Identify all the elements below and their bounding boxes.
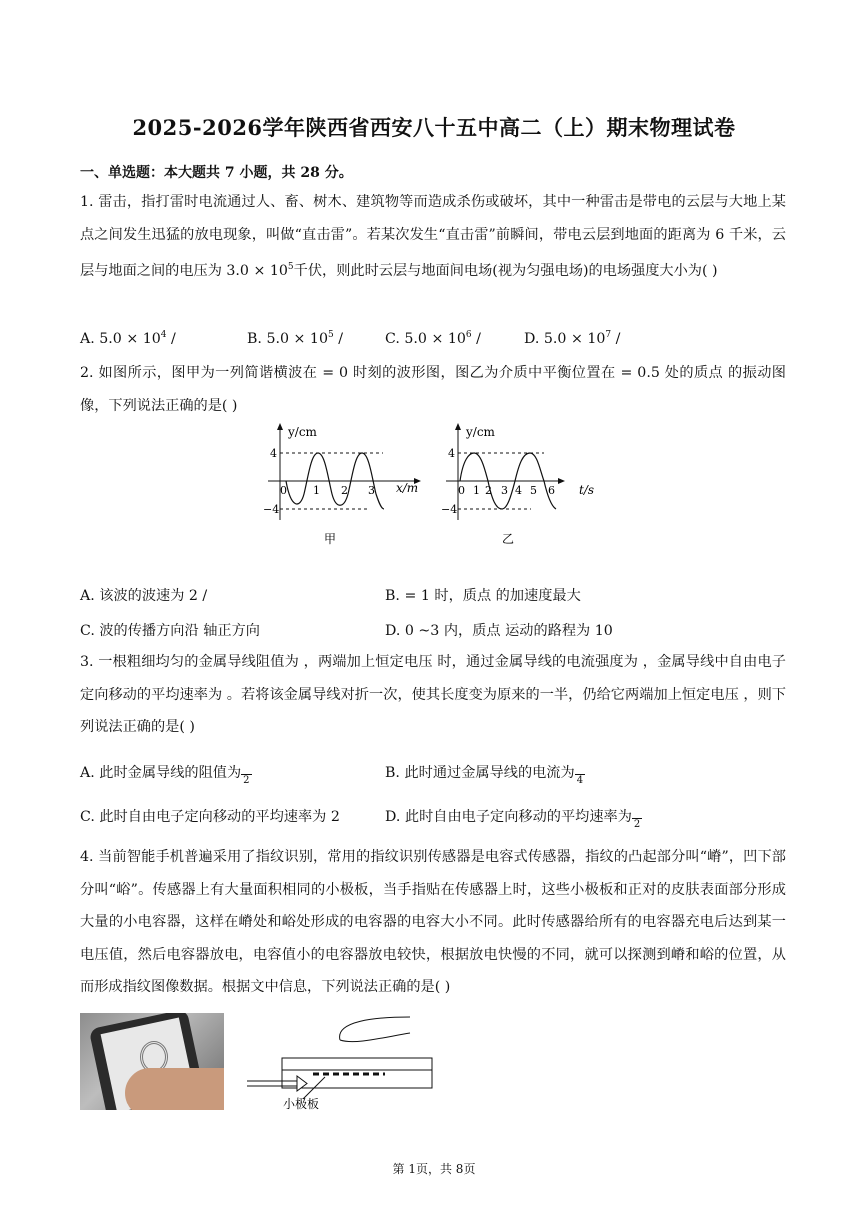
option-b[interactable]: B. 此时通过金属导线的电流为 4: [385, 765, 584, 786]
question-3: 3. 一根粗细均匀的金属导线阻值为 ，两端加上恒定电压 时，通过金属导线的电流强度为 ，金属导线中自由电子定向移动的平均速率为 。若将该金属导线对折一次，使其长度变为原来的一半，仍给它两端加上恒定电压 ，则下列说法正确的是( ): [80, 654, 786, 736]
question-1: [80, 186, 786, 288]
svg-text:t/s: t/s: [579, 483, 595, 497]
option-d[interactable]: D. 此时自由电子定向移动的平均速率为 2: [385, 809, 641, 830]
svg-text:3: 3: [368, 484, 375, 497]
svg-text:0: 0: [280, 484, 287, 497]
svg-text:4: 4: [270, 447, 277, 460]
question-1-exponent: 5: [287, 262, 294, 273]
question-1-text-2: 千伏，则此时云层与地面间电场(视为匀强电场)的电场强度大小为( ): [293, 263, 718, 280]
svg-text:2: 2: [341, 484, 348, 497]
option-a[interactable]: A. $5.0 \times 10^4$ /: [80, 330, 176, 347]
sensor-diagram: [245, 1015, 435, 1110]
question-3-options-row2: [80, 806, 790, 830]
option-b[interactable]: B. = 1 时，质点 的加速度最大: [385, 588, 581, 604]
fig-a-ylabel: y/cm: [288, 425, 317, 439]
question-2: 2. 如图所示，图甲为一列简谐横波在 = 0 时刻的波形图，图乙为介质中平衡位置在 = 0.5 处的质点 的振动图像，下列说法正确的是( ): [80, 365, 786, 414]
option-c[interactable]: C. 此时自由电子定向移动的平均速率为 2: [80, 809, 340, 825]
option-d[interactable]: D. 0 ~3 内，质点 运动的路程为 10: [385, 623, 613, 639]
svg-text:3: 3: [501, 484, 508, 497]
svg-text:x/m: x/m: [396, 481, 419, 495]
svg-text:6: 6: [548, 484, 555, 497]
wave-figure-a: [258, 420, 428, 550]
question-2-options-row2: [80, 620, 790, 640]
plate-label: 小极板: [283, 1097, 320, 1110]
svg-text:5: 5: [530, 484, 537, 497]
svg-text:1: 1: [313, 484, 320, 497]
page-title: 2025-2026学年陕西省西安八十五中高二（上）期末物理试卷: [132, 115, 736, 140]
fig-a-caption: 甲: [324, 532, 337, 546]
svg-text:0: 0: [458, 484, 465, 497]
question-1-options: [80, 330, 790, 350]
wave-figure-b: [436, 420, 606, 550]
svg-text:乙: 乙: [502, 532, 515, 546]
fingerprint-phone-photo: [80, 1013, 224, 1110]
question-1-text: 1. 雷击，指打雷时电流通过人、畜、树木、建筑物等而造成杀伤或破坏，其中一种雷击是带电的云层与大地上某点之间发生迅猛的放电现象，叫做“直击雷”。若某次发生“直击雷”前瞬间，带电云层到地面的距离为 6 千米，云层与地面之间的电压为 3.0 × 10: [80, 194, 786, 280]
option-c[interactable]: C. 波的传播方向沿 轴正方向: [80, 623, 260, 639]
svg-text:4: 4: [448, 447, 455, 460]
question-2-options-row1: [80, 585, 790, 605]
svg-text:2: 2: [485, 484, 492, 497]
svg-text:1: 1: [473, 484, 480, 497]
question-3-options-row1: [80, 762, 790, 786]
svg-text:y/cm: y/cm: [466, 425, 495, 439]
page-footer: 第 1页，共 8页: [392, 1162, 476, 1176]
option-a[interactable]: A. 此时金属导线的阻值为 2: [80, 765, 250, 786]
option-c[interactable]: C. $5.0 \times 10^6$ /: [385, 330, 481, 347]
svg-text:4: 4: [515, 484, 522, 497]
option-a[interactable]: A. 该波的波速为 2 /: [80, 588, 208, 604]
svg-text:−4: −4: [263, 503, 280, 516]
option-b[interactable]: B. $5.0 \times 10^5$ /: [247, 330, 343, 347]
section-heading: 一、单选题：本大题共 7 小题，共 28 分。: [80, 165, 353, 181]
svg-text:−4: −4: [441, 503, 458, 516]
question-4: 4. 当前智能手机普遍采用了指纹识别，常用的指纹识别传感器是电容式传感器，指纹的凸起部分叫“嵴”，凹下部分叫“峪”。传感器上有大量面积相同的小极板，当手指贴在传感器上时，这些小极板和正对的皮肤表面部分形成大量的小电容器，这样在嵴处和峪处形成的电容器的电容大小不同。此时传感器给所有的电容器充电后达到某一电压值，然后电容器放电，电容值小的电容器放电较快，根据放电快慢的不同，就可以探测到嵴和峪的位置，从而形成指纹图像数据。根据文中信息，下列说法正确的是( ): [80, 849, 786, 996]
option-d[interactable]: D. $5.0 \times 10^7$ /: [524, 330, 621, 347]
